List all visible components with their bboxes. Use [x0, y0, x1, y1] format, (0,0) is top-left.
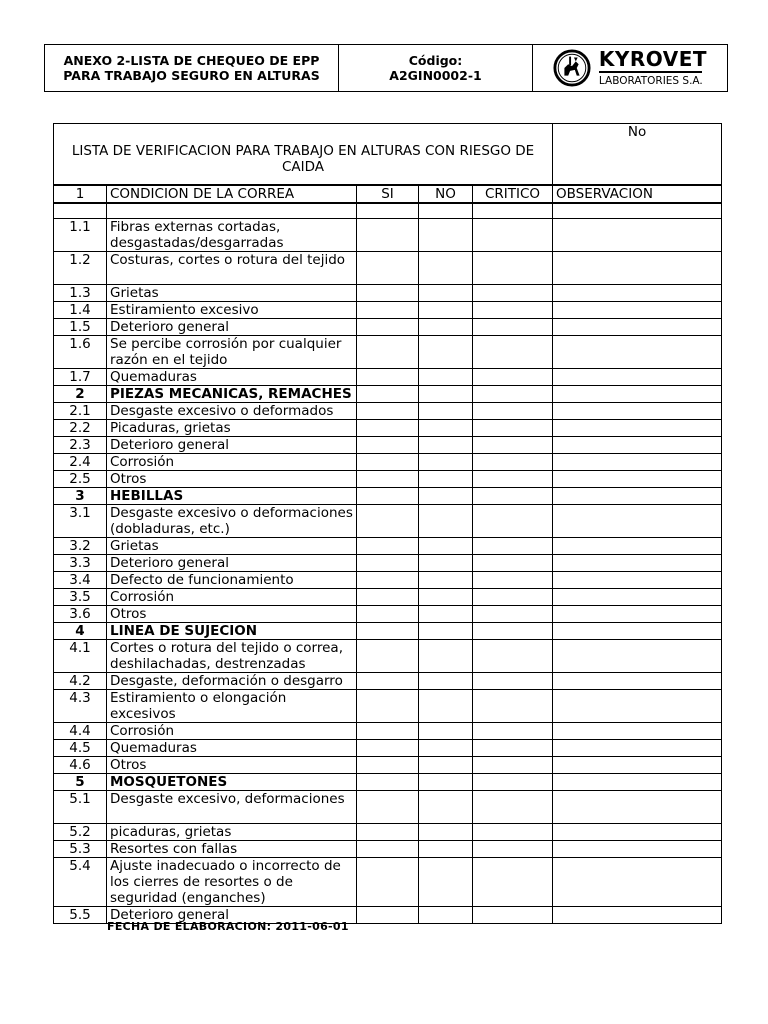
- code-value: A2GIN0002-1: [389, 68, 482, 83]
- critico-cell[interactable]: [473, 336, 553, 369]
- no-cell[interactable]: [419, 907, 473, 924]
- checklist-row: [54, 757, 722, 774]
- item-condition: Fibras externas cortadas, desgastadas/desgarradas: [107, 219, 357, 252]
- item-condition: Deterioro general: [107, 907, 357, 924]
- section-title: HEBILLAS: [107, 488, 357, 505]
- si-cell: [357, 488, 419, 505]
- observacion-cell[interactable]: [553, 824, 722, 841]
- column-header-no: NO: [419, 185, 473, 203]
- si-cell[interactable]: [357, 740, 419, 757]
- column-header-condition: CONDICION DE LA CORREA: [107, 185, 357, 203]
- no-cell[interactable]: [419, 640, 473, 673]
- item-condition: Estiramiento excesivo: [107, 302, 357, 319]
- item-number: 3.4: [54, 572, 107, 589]
- si-cell[interactable]: [357, 505, 419, 538]
- item-condition: Quemaduras: [107, 369, 357, 386]
- no-cell[interactable]: [419, 606, 473, 623]
- checklist-row: [54, 319, 722, 336]
- checklist-row: [54, 572, 722, 589]
- document-header: [44, 44, 728, 92]
- observacion-cell[interactable]: [553, 690, 722, 723]
- critico-cell: [473, 488, 553, 505]
- no-cell[interactable]: [419, 369, 473, 386]
- checklist-row: [54, 673, 722, 690]
- item-condition: Desgaste excesivo, deformaciones: [107, 791, 357, 824]
- critico-cell[interactable]: [473, 219, 553, 252]
- si-cell[interactable]: [357, 640, 419, 673]
- observacion-cell: [553, 774, 722, 791]
- checklist-row: [54, 589, 722, 606]
- checklist-row: [54, 471, 722, 488]
- checklist-row: [54, 555, 722, 572]
- observacion-cell[interactable]: [553, 740, 722, 757]
- no-cell[interactable]: [419, 252, 473, 285]
- checklist-row: [54, 252, 722, 285]
- observacion-cell: [553, 488, 722, 505]
- item-number: 3.2: [54, 538, 107, 555]
- item-number: 1.3: [54, 285, 107, 302]
- no-cell: [419, 774, 473, 791]
- section-number: 1: [54, 185, 107, 203]
- observacion-cell: [553, 623, 722, 640]
- checklist-row: [54, 740, 722, 757]
- item-number: 2.2: [54, 420, 107, 437]
- item-condition: Grietas: [107, 538, 357, 555]
- no-cell[interactable]: [419, 723, 473, 740]
- item-number: 5.1: [54, 791, 107, 824]
- si-cell[interactable]: [357, 690, 419, 723]
- si-cell[interactable]: [357, 319, 419, 336]
- item-number: 5.4: [54, 858, 107, 907]
- critico-cell[interactable]: [473, 369, 553, 386]
- observacion-cell[interactable]: [553, 538, 722, 555]
- critico-cell[interactable]: [473, 907, 553, 924]
- critico-cell: [473, 774, 553, 791]
- company-logo: [533, 45, 727, 91]
- si-cell[interactable]: [357, 336, 419, 369]
- number-field-label: No: [553, 124, 722, 186]
- header-spacer-row: [54, 203, 722, 219]
- item-number: 3.3: [54, 555, 107, 572]
- item-condition: Desgaste excesivo o deformaciones (dobladuras, etc.): [107, 505, 357, 538]
- item-number: 1.5: [54, 319, 107, 336]
- critico-cell: [473, 386, 553, 403]
- observacion-cell[interactable]: [553, 907, 722, 924]
- section-title: MOSQUETONES: [107, 774, 357, 791]
- no-cell[interactable]: [419, 219, 473, 252]
- item-condition: Corrosión: [107, 454, 357, 471]
- checklist-row: [54, 538, 722, 555]
- si-cell[interactable]: [357, 723, 419, 740]
- si-cell[interactable]: [357, 369, 419, 386]
- observacion-cell[interactable]: [553, 252, 722, 285]
- observacion-cell[interactable]: [553, 858, 722, 907]
- observacion-cell[interactable]: [553, 369, 722, 386]
- si-cell: [357, 386, 419, 403]
- section-title: LINEA DE SUJECION: [107, 623, 357, 640]
- critico-cell[interactable]: [473, 723, 553, 740]
- item-condition: Estiramiento o elongación excesivos: [107, 690, 357, 723]
- critico-cell[interactable]: [473, 640, 553, 673]
- item-number: 1.7: [54, 369, 107, 386]
- checklist-row: [54, 403, 722, 420]
- no-cell[interactable]: [419, 757, 473, 774]
- checklist-row: [54, 302, 722, 319]
- critico-cell: [473, 623, 553, 640]
- section-row: [54, 488, 722, 505]
- no-cell[interactable]: [419, 454, 473, 471]
- company-logo-cell: [533, 45, 728, 92]
- checklist-row: [54, 437, 722, 454]
- critico-cell[interactable]: [473, 302, 553, 319]
- item-condition: Otros: [107, 606, 357, 623]
- item-number: 2.4: [54, 454, 107, 471]
- item-condition: Desgaste, deformación o desgarro: [107, 673, 357, 690]
- title-line-1: ANEXO 2-LISTA DE CHEQUEO DE EPP: [63, 53, 320, 68]
- observacion-cell[interactable]: [553, 841, 722, 858]
- no-cell[interactable]: [419, 420, 473, 437]
- observacion-cell[interactable]: [553, 437, 722, 454]
- no-cell[interactable]: [419, 791, 473, 824]
- critico-cell[interactable]: [473, 740, 553, 757]
- si-cell[interactable]: [357, 791, 419, 824]
- checklist-row: [54, 841, 722, 858]
- checklist-row: [54, 369, 722, 386]
- si-cell[interactable]: [357, 285, 419, 302]
- no-cell[interactable]: [419, 336, 473, 369]
- observacion-cell[interactable]: [553, 403, 722, 420]
- no-cell[interactable]: [419, 555, 473, 572]
- item-number: 2: [54, 386, 107, 403]
- item-condition: Se percibe corrosión por cualquier razón en el tejido: [107, 336, 357, 369]
- checklist-row: [54, 420, 722, 437]
- item-number: 5.5: [54, 907, 107, 924]
- item-condition: Deterioro general: [107, 437, 357, 454]
- checklist-row: [54, 285, 722, 302]
- si-cell[interactable]: [357, 824, 419, 841]
- critico-cell[interactable]: [473, 420, 553, 437]
- si-cell[interactable]: [357, 403, 419, 420]
- critico-cell[interactable]: [473, 471, 553, 488]
- critico-cell[interactable]: [473, 403, 553, 420]
- section-row: [54, 386, 722, 403]
- observacion-cell[interactable]: [553, 673, 722, 690]
- no-cell: [419, 488, 473, 505]
- no-cell[interactable]: [419, 690, 473, 723]
- no-cell[interactable]: [419, 841, 473, 858]
- item-condition: Corrosión: [107, 723, 357, 740]
- item-number: 3.5: [54, 589, 107, 606]
- observacion-cell[interactable]: [553, 420, 722, 437]
- item-condition: Deterioro general: [107, 555, 357, 572]
- item-number: 4.4: [54, 723, 107, 740]
- si-cell[interactable]: [357, 252, 419, 285]
- kyrovet-emblem-icon: [553, 49, 591, 87]
- si-cell[interactable]: [357, 606, 419, 623]
- observacion-cell[interactable]: [553, 572, 722, 589]
- critico-cell[interactable]: [473, 757, 553, 774]
- critico-cell[interactable]: [473, 589, 553, 606]
- item-condition: Otros: [107, 757, 357, 774]
- checklist-table: [53, 123, 722, 924]
- critico-cell[interactable]: [473, 858, 553, 907]
- item-number: 4: [54, 623, 107, 640]
- no-cell[interactable]: [419, 437, 473, 454]
- critico-cell[interactable]: [473, 285, 553, 302]
- section-row: [54, 623, 722, 640]
- no-cell: [419, 386, 473, 403]
- item-condition: picaduras, grietas: [107, 824, 357, 841]
- item-number: 4.1: [54, 640, 107, 673]
- observacion-cell[interactable]: [553, 302, 722, 319]
- observacion-cell[interactable]: [553, 219, 722, 252]
- observacion-cell[interactable]: [553, 454, 722, 471]
- si-cell[interactable]: [357, 555, 419, 572]
- item-condition: Quemaduras: [107, 740, 357, 757]
- item-number: 2.1: [54, 403, 107, 420]
- item-condition: Resortes con fallas: [107, 841, 357, 858]
- document-title: [45, 45, 339, 92]
- no-cell[interactable]: [419, 403, 473, 420]
- item-condition: Picaduras, grietas: [107, 420, 357, 437]
- no-cell[interactable]: [419, 858, 473, 907]
- item-number: 1.2: [54, 252, 107, 285]
- no-cell[interactable]: [419, 319, 473, 336]
- checklist-title: LISTA DE VERIFICACION PARA TRABAJO EN ALTURAS CON RIESGO DE CAIDA: [54, 124, 553, 186]
- observacion-cell[interactable]: [553, 555, 722, 572]
- title-line-2: PARA TRABAJO SEGURO EN ALTURAS: [63, 68, 320, 83]
- critico-cell[interactable]: [473, 437, 553, 454]
- item-number: 2.3: [54, 437, 107, 454]
- item-condition: Costuras, cortes o rotura del tejido: [107, 252, 357, 285]
- critico-cell[interactable]: [473, 252, 553, 285]
- item-number: 1.6: [54, 336, 107, 369]
- si-cell[interactable]: [357, 471, 419, 488]
- si-cell[interactable]: [357, 454, 419, 471]
- item-condition: Grietas: [107, 285, 357, 302]
- si-cell[interactable]: [357, 907, 419, 924]
- critico-cell[interactable]: [473, 841, 553, 858]
- si-cell: [357, 623, 419, 640]
- si-cell[interactable]: [357, 757, 419, 774]
- no-cell[interactable]: [419, 673, 473, 690]
- checklist-row: [54, 824, 722, 841]
- si-cell[interactable]: [357, 841, 419, 858]
- critico-cell[interactable]: [473, 505, 553, 538]
- critico-cell[interactable]: [473, 673, 553, 690]
- item-condition: Cortes o rotura del tejido o correa, deshilachadas, destrenzadas: [107, 640, 357, 673]
- no-cell[interactable]: [419, 471, 473, 488]
- item-number: 3.6: [54, 606, 107, 623]
- item-number: 3.1: [54, 505, 107, 538]
- si-cell[interactable]: [357, 219, 419, 252]
- item-number: 4.2: [54, 673, 107, 690]
- item-number: 1.4: [54, 302, 107, 319]
- si-cell[interactable]: [357, 572, 419, 589]
- si-cell[interactable]: [357, 589, 419, 606]
- checklist-row: [54, 791, 722, 824]
- observacion-cell[interactable]: [553, 606, 722, 623]
- critico-cell[interactable]: [473, 572, 553, 589]
- no-cell[interactable]: [419, 302, 473, 319]
- observacion-cell[interactable]: [553, 791, 722, 824]
- checklist-row: [54, 505, 722, 538]
- observacion-cell[interactable]: [553, 319, 722, 336]
- code-label: Código:: [408, 53, 463, 68]
- item-number: 5: [54, 774, 107, 791]
- no-cell: [419, 623, 473, 640]
- document-code: [339, 45, 533, 92]
- item-number: 4.5: [54, 740, 107, 757]
- section-row: [54, 774, 722, 791]
- column-header-critico: CRITICO: [473, 185, 553, 203]
- observacion-cell[interactable]: [553, 285, 722, 302]
- item-number: 5.2: [54, 824, 107, 841]
- item-number: 4.6: [54, 757, 107, 774]
- checklist-row: [54, 640, 722, 673]
- observacion-cell[interactable]: [553, 505, 722, 538]
- observacion-cell[interactable]: [553, 723, 722, 740]
- checklist-row: [54, 606, 722, 623]
- item-condition: Desgaste excesivo o deformados: [107, 403, 357, 420]
- si-cell: [357, 774, 419, 791]
- no-cell[interactable]: [419, 572, 473, 589]
- checklist-row: [54, 219, 722, 252]
- item-number: 3: [54, 488, 107, 505]
- si-cell[interactable]: [357, 437, 419, 454]
- item-condition: Defecto de funcionamiento: [107, 572, 357, 589]
- critico-cell[interactable]: [473, 319, 553, 336]
- critico-cell[interactable]: [473, 454, 553, 471]
- si-cell[interactable]: [357, 420, 419, 437]
- item-condition: Otros: [107, 471, 357, 488]
- observacion-cell[interactable]: [553, 471, 722, 488]
- no-cell[interactable]: [419, 589, 473, 606]
- item-number: 1.1: [54, 219, 107, 252]
- item-number: 5.3: [54, 841, 107, 858]
- column-header-observacion: OBSERVACION: [553, 185, 722, 203]
- column-header-si: SI: [357, 185, 419, 203]
- critico-cell[interactable]: [473, 690, 553, 723]
- si-cell[interactable]: [357, 538, 419, 555]
- si-cell[interactable]: [357, 302, 419, 319]
- observacion-cell[interactable]: [553, 640, 722, 673]
- checklist-row: [54, 336, 722, 369]
- critico-cell[interactable]: [473, 538, 553, 555]
- brand-name: KYROVET: [598, 47, 708, 72]
- no-cell[interactable]: [419, 285, 473, 302]
- no-cell[interactable]: [419, 740, 473, 757]
- checklist-row: [54, 690, 722, 723]
- no-cell[interactable]: [419, 505, 473, 538]
- item-condition: Ajuste inadecuado o incorrecto de los cierres de resortes o de seguridad (enganches): [107, 858, 357, 907]
- checklist-row: [54, 858, 722, 907]
- critico-cell[interactable]: [473, 606, 553, 623]
- item-number: 4.3: [54, 690, 107, 723]
- observacion-cell[interactable]: [553, 589, 722, 606]
- checklist-row: [54, 454, 722, 471]
- brand-subtitle: LABORATORIES S.A.: [598, 74, 703, 87]
- observacion-cell[interactable]: [553, 757, 722, 774]
- checklist-row: [54, 723, 722, 740]
- si-cell[interactable]: [357, 673, 419, 690]
- item-number: 2.5: [54, 471, 107, 488]
- critico-cell[interactable]: [473, 791, 553, 824]
- no-cell[interactable]: [419, 538, 473, 555]
- brand-divider: [599, 71, 702, 73]
- no-cell[interactable]: [419, 824, 473, 841]
- item-condition: Deterioro general: [107, 319, 357, 336]
- section-title: PIEZAS MECANICAS, REMACHES: [107, 386, 357, 403]
- observacion-cell[interactable]: [553, 336, 722, 369]
- critico-cell[interactable]: [473, 824, 553, 841]
- si-cell[interactable]: [357, 858, 419, 907]
- critico-cell[interactable]: [473, 555, 553, 572]
- observacion-cell: [553, 386, 722, 403]
- item-condition: Corrosión: [107, 589, 357, 606]
- elaboration-date: FECHA DE ELABORACION: 2011-06-01: [107, 920, 349, 933]
